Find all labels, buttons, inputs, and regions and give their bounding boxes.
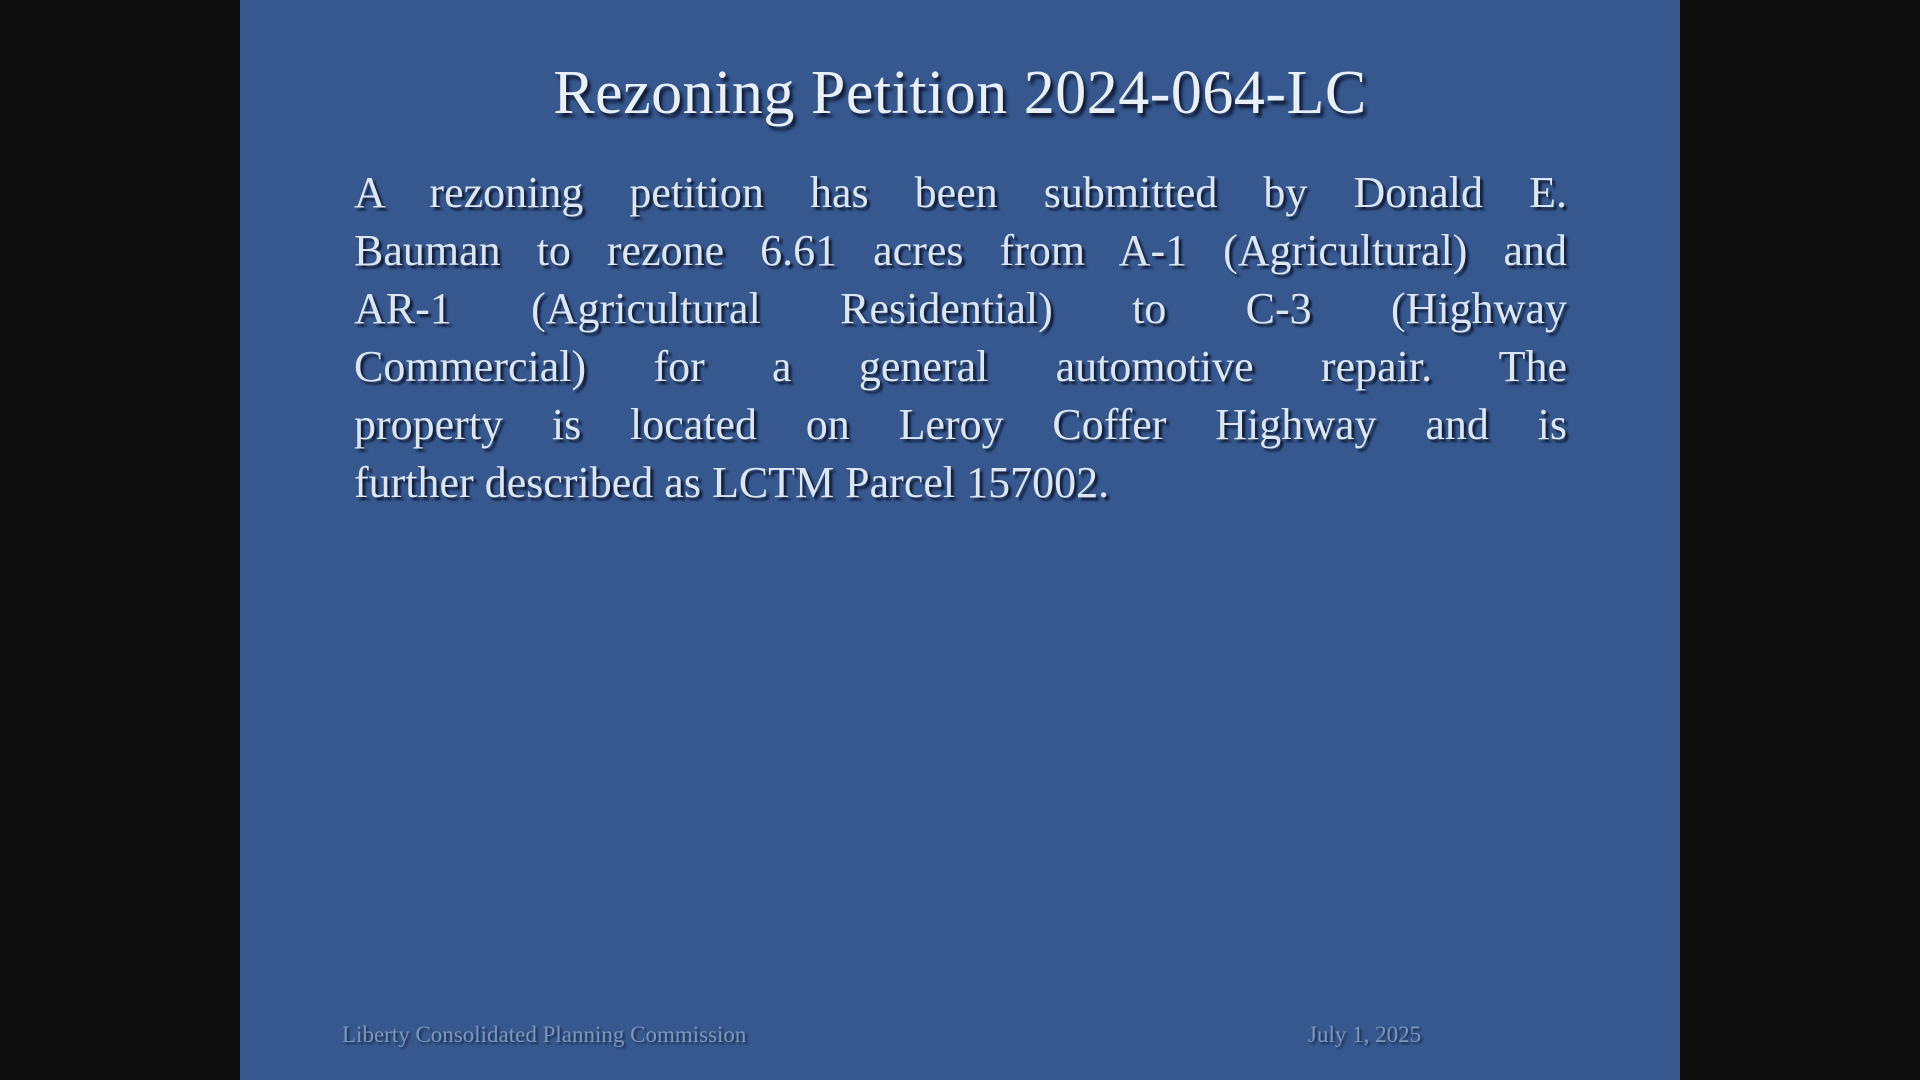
- slide-title: Rezoning Petition 2024-064-LC: [553, 59, 1367, 127]
- slide-date-text: July 1, 2025: [1308, 1022, 1422, 1047]
- body-line: property is located on Leroy Coffer Highway and is: [354, 400, 1567, 449]
- body-line: further described as LCTM Parcel 157002.: [354, 458, 1110, 507]
- presentation-slide: [240, 0, 1680, 1080]
- slide-body-paragraph: [354, 164, 1567, 512]
- body-line: A rezoning petition has been submitted by Donald E.: [354, 168, 1567, 217]
- right-pillarbox-bar: [1680, 0, 1920, 1080]
- body-line: Bauman to rezone 6.61 acres from A-1 (Agricultural) and: [354, 226, 1567, 275]
- left-pillarbox-bar: [0, 0, 240, 1080]
- body-line: AR-1 (Agricultural Residential) to C-3 (Highway: [354, 284, 1567, 333]
- slide-footer-text: Liberty Consolidated Planning Commission: [342, 1022, 747, 1047]
- body-line: Commercial) for a general automotive repair. The: [354, 342, 1567, 391]
